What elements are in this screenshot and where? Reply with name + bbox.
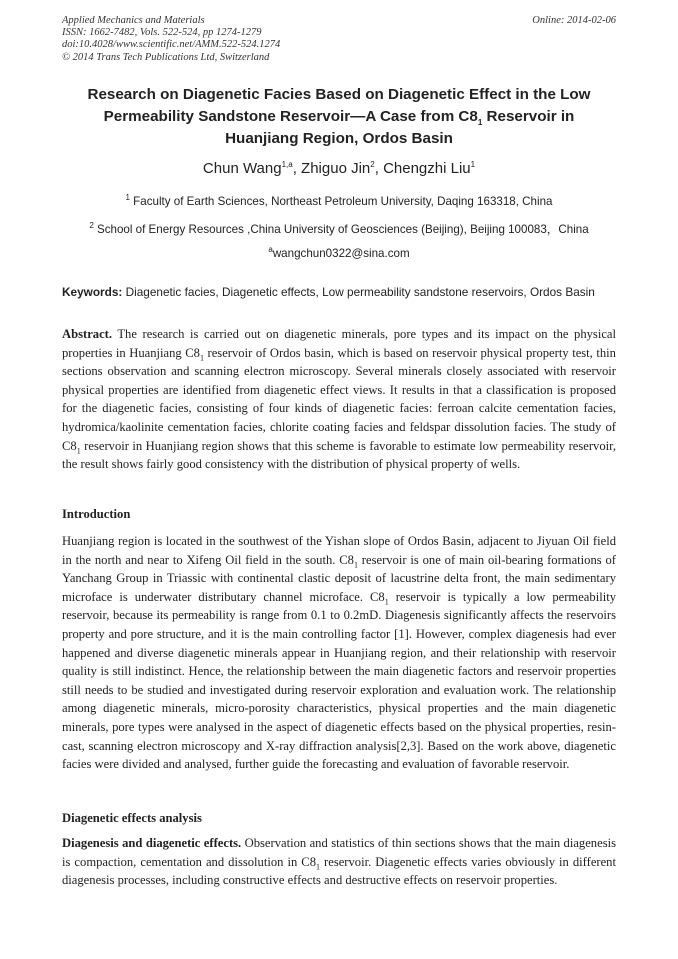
section-2-heading: Diagenetic effects analysis	[62, 811, 202, 825]
abstract-sub-2: 1	[76, 446, 81, 456]
author-list	[62, 160, 616, 177]
title-line-2	[62, 106, 616, 128]
abstract-part-1: The research is carried out on diagenetic minerals, pore types and its impact on the physical properties in Huanjiang C8	[62, 327, 616, 360]
intro-part-2: reservoir is one of main oil-bearing formations of Yanchang Group in Triassic with continental clastic deposit of lacustrine delta front, the main sedimentary microface is underwater distributary channel microface. C8	[62, 552, 616, 604]
email-sup: a	[268, 245, 273, 255]
author-2: Zhiguo Jin	[301, 160, 371, 177]
introduction-paragraph	[62, 532, 616, 774]
title-line-1: Research on Diagenetic Facies Based on Diagenetic Effect in the Low	[87, 86, 591, 103]
abstract-part-3: reservoir in Huanjiang region shows that this scheme is favorable to estimate low permeability reservoir, the result shows fairly good consistency with the distribution of physical property of wells.	[62, 438, 616, 472]
title-line-3: Huanjiang Region, Ordos Basin	[225, 130, 453, 147]
copyright-line: © 2014 Trans Tech Publications Ltd, Switzerland	[62, 51, 270, 63]
email-text: wangchun0322@sina.com	[272, 247, 410, 260]
author-3-sup: 1	[470, 160, 476, 169]
affiliation-1-sup: 1	[125, 193, 130, 203]
journal-name: Applied Mechanics and Materials	[62, 15, 205, 26]
author-1: Chun Wang	[202, 160, 282, 177]
keywords-text: Diagenetic facies, Diagenetic effects, Low permeability sandstone reservoirs, Ordos Basin	[122, 285, 595, 299]
section-2-label: Diagenesis and diagenetic effects.	[62, 836, 242, 850]
online-date: Online: 2014-02-06	[532, 15, 616, 26]
abstract-part-2: reservoir of Ordos basin, which is based on reservoir physical property test, thin sections observation and scanning electron microscopy. Several minerals closely associated with reservoir physical properties are identified from diagenetic effect views. It results in that a classification is proposed for the diagenetic facies, consisting of four kinds of diagenetic facies: ferroan calcite cementation facies, hydromica/kaolinite cementation facies, chlorite coating facies and feldspar dissolution facies. The study of C8	[62, 345, 616, 453]
keywords-label: Keywords:	[62, 285, 123, 299]
author-3: Chengzhi Liu	[383, 160, 471, 177]
title-line-2a: Permeability Sandstone Reservoir—A Case from C8	[103, 108, 478, 125]
intro-sub-2: 1	[384, 597, 389, 607]
paper-title	[62, 84, 616, 150]
affiliation-1	[62, 195, 616, 208]
introduction-heading: Introduction	[62, 507, 131, 521]
title-subscript: 1	[477, 118, 483, 128]
author-sep-2: ,	[374, 160, 384, 177]
abstract-sub-1: 1	[199, 353, 204, 363]
keywords	[62, 284, 616, 301]
abstract	[62, 325, 616, 474]
issn-line: ISSN: 1662-7482, Vols. 522-524, pp 1274-1279	[62, 27, 262, 39]
section-2-part-1: Observation and statistics of thin sections shows that the main diagenesis is compaction, cementation and dissolution in C8	[62, 836, 616, 869]
doi-line: doi:10.4028/www.scientific.net/AMM.522-524.1274	[62, 39, 281, 51]
email	[62, 247, 616, 260]
intro-sub-1: 1	[353, 560, 358, 570]
intro-part-1: Huanjiang region is located in the southwest of the Yishan slope of Ordos Basin, adjacent to Jiyuan Oil field in the north and near to Xifeng Oil field in the south. C8	[62, 534, 616, 567]
author-2-sup: 2	[370, 160, 375, 169]
section-2-part-2: reservoir. Diagenetic effects varies obviously in different diagenesis processes, including constructive effects and destructive effects on reservoir properties.	[62, 854, 616, 888]
abstract-label: Abstract.	[62, 327, 113, 341]
section-2-sub-1: 1	[316, 862, 320, 872]
affiliation-2	[62, 221, 616, 237]
journal-header	[62, 15, 280, 64]
intro-part-3: reservoir is typically a low permeability reservoir, because its permeability is range from 0.1 to 0.2mD. Diagenesis significantly affects the reservoirs property and pore structure, and it is the main controlling factor [1]. However, complex diagenesis had ever happened and diverse diagenetic minerals appear in Huanjiang region, and their relationship with reservoir quality is still indistinct. Hence, the relationship between the main diagenetic factors and reservoir properties still needs to be studied and investigated during reservoir exploration and evaluation work. The relationship among diagenetic minerals, micro-porosity characteristics, physical properties and the main diagenetic minerals, pore types were analysed in the aspect of diagenetic effects based on the physical properties, resin-cast, scanning electron microscopy and X-ray diffraction analysis[2,3]. Based on the work above, diagenetic facies were divided and analysed, further guide the forecasting and evaluation of favorable reservoir.	[62, 589, 616, 772]
author-1-sup: 1,a	[281, 160, 293, 169]
affiliation-1-text: Faculty of Earth Sciences, Northeast Petroleum University, Daqing 163318, China	[129, 195, 553, 208]
title-line-2b: Reservoir in	[482, 108, 575, 125]
author-sep-1: ,	[292, 160, 302, 177]
affiliation-2-text: School of Energy Resources ,China University of Geosciences (Beijing), Beijing 100083，China	[93, 223, 589, 236]
section-2-paragraph	[62, 834, 616, 890]
affiliation-2-sup: 2	[89, 221, 94, 231]
